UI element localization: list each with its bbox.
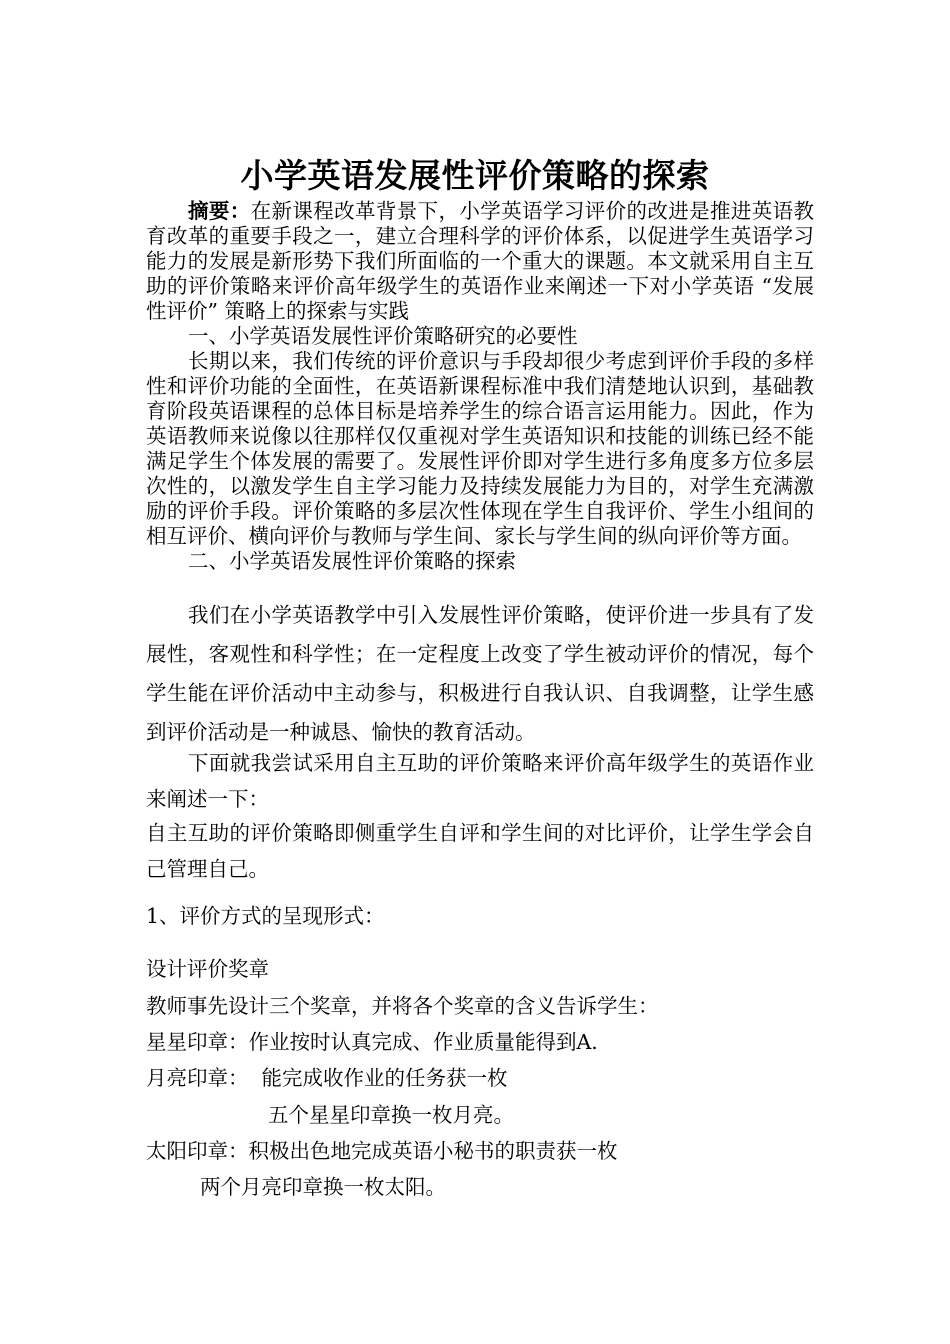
page-title: 小学英语发展性评价策略的探索 bbox=[240, 156, 710, 195]
section1-body: 长期以来，我们传统的评价意识与手段却很少考虑到评价手段的多样性和评价功能的全面性，在英语新课程标准中我们清楚地认识到，基础教育阶段英语课程的总体目标是培养学生的综合语言运用能力。因此，作为英语教师来说像以往那样仅仅重视对学生英语知识和技能的训练已经不能满足学生个体发展的需要了。发展性评价即对学生进行多角度多方位多层次性的，以激发学生自主学习能力及持续发展能力为目的，对学生充满激励的评价手段。评价策略的多层次性体现在学生自我评价、学生小组间的相互评价、横向评价与教师与学生间、家长与学生间的纵向评价等方面。 bbox=[146, 349, 814, 548]
section2-paragraph-2: 下面就我尝试采用自主互助的评价策略来评价高年级学生的英语作业来阐述一下： bbox=[146, 751, 814, 811]
section2-paragraph-3: 自主互助的评价策略即侧重学生自评和学生间的对比评价，让学生学会自己管理自己。 bbox=[146, 821, 814, 881]
star-stamp-line: 星星印章：作业按时认真完成、作业质量能得到A. bbox=[146, 1030, 598, 1054]
sun-exchange-line: 两个月亮印章换一枚太阳。 bbox=[200, 1175, 446, 1199]
abstract-paragraph bbox=[146, 199, 814, 324]
section2-heading: 二、小学英语发展性评价策略的探索 bbox=[188, 549, 516, 573]
abstract-text: 在新课程改革背景下，小学英语学习评价的改进是推进英语教育改革的重要手段之一，建立合理科学的评价体系，以促进学生英语学习能力的发展是新形势下我们所面临的一个重大的课题。本文就采用自主互助的评价策略来评价高年级学生的英语作业来阐述一下对小学英语 “发展性评价” 策略上的探索与实践 bbox=[146, 199, 815, 323]
dense-section bbox=[146, 199, 814, 574]
section1-heading: 一、小学英语发展性评价策略研究的必要性 bbox=[188, 324, 578, 348]
moon-stamp-line: 月亮印章： 能完成收作业的任务获一枚 bbox=[146, 1066, 508, 1090]
sun-stamp-line: 太阳印章：积极出色地完成英语小秘书的职责获一枚 bbox=[146, 1139, 618, 1163]
abstract-label: 摘要： bbox=[188, 199, 251, 223]
teacher-medal-line: 教师事先设计三个奖章，并将各个奖章的含义告诉学生： bbox=[146, 994, 659, 1018]
section2-paragraph-1: 我们在小学英语教学中引入发展性评价策略，使评价进一步具有了发展性，客观性和科学性；在一定程度上改变了学生被动评价的情况，每个学生能在评价活动中主动参与，积极进行自我认识、自我调整，让学生感到评价活动是一种诚恳、愉快的教育活动。 bbox=[146, 603, 814, 744]
item1-heading: 1、评价方式的呈现形式： bbox=[146, 904, 385, 928]
moon-exchange-line: 五个星星印章换一枚月亮。 bbox=[268, 1103, 514, 1127]
design-medal-line: 设计评价奖章 bbox=[146, 957, 269, 981]
